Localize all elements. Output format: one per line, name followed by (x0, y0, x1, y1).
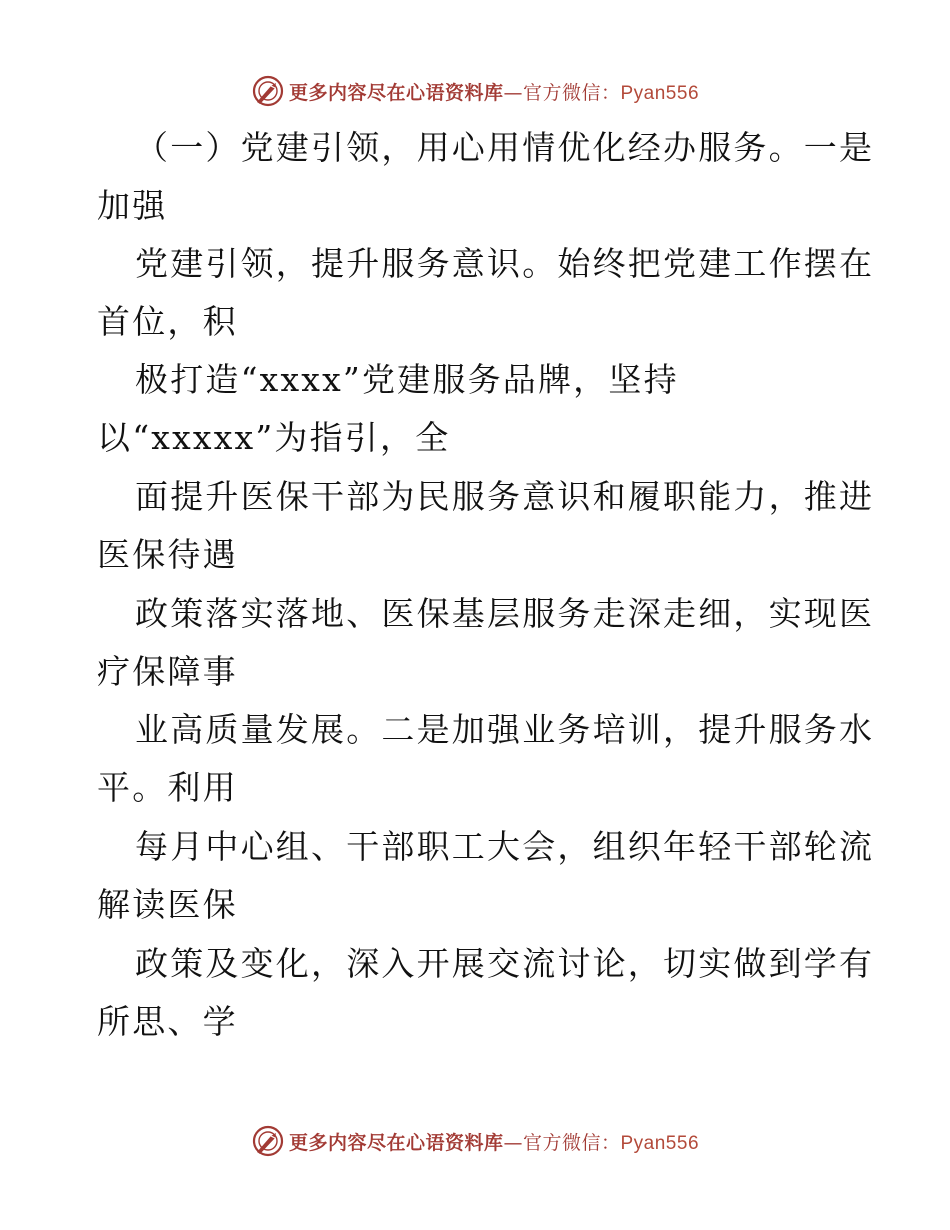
text-line: 面提升医保干部为民服务意识和履职能力，推进 (135, 477, 875, 516)
banner-dash: — (503, 81, 523, 104)
pen-nib-logo-icon (251, 1124, 285, 1158)
official-wechat-label: 官方微信： (522, 1131, 621, 1154)
footer-banner (0, 1121, 950, 1161)
text-line: 政策及变化，深入开展交流讨论，切实做到学有 (135, 944, 875, 983)
header-banner-text (289, 78, 699, 105)
text-line: 首位，积 (97, 302, 238, 341)
text-line: 极打造“xxxx”党建服务品牌，坚持 (135, 360, 679, 399)
text-line: 平。利用 (97, 768, 238, 807)
text-line: 业高质量发展。二是加强业务培训，提升服务水 (135, 710, 875, 749)
wechat-id: Pyan556 (620, 82, 700, 104)
text-line: 每月中心组、干部职工大会，组织年轻干部轮流 (135, 827, 875, 866)
footer-banner-text (289, 1128, 699, 1155)
header-banner (0, 71, 950, 111)
site-name: 更多内容尽在心语资料库 (288, 81, 504, 104)
site-name: 更多内容尽在心语资料库 (288, 1131, 504, 1154)
text-line: 解读医保 (97, 885, 238, 924)
text-line: 以“xxxxx”为指引，全 (97, 418, 451, 457)
wechat-id: Pyan556 (620, 1132, 700, 1154)
pen-nib-logo-icon (251, 74, 285, 108)
text-line: 党建引领，提升服务意识。始终把党建工作摆在 (135, 244, 875, 283)
text-line: 加强 (97, 186, 168, 225)
text-line: 医保待遇 (97, 535, 238, 574)
text-line: 疗保障事 (97, 652, 238, 691)
text-line: （一）党建引领，用心用情优化经办服务。一是 (135, 128, 875, 167)
text-line: 政策落实落地、医保基层服务走深走细，实现医 (135, 594, 875, 633)
official-wechat-label: 官方微信： (522, 81, 621, 104)
text-line: 所思、学 (97, 1002, 238, 1041)
banner-dash: — (503, 1131, 523, 1154)
